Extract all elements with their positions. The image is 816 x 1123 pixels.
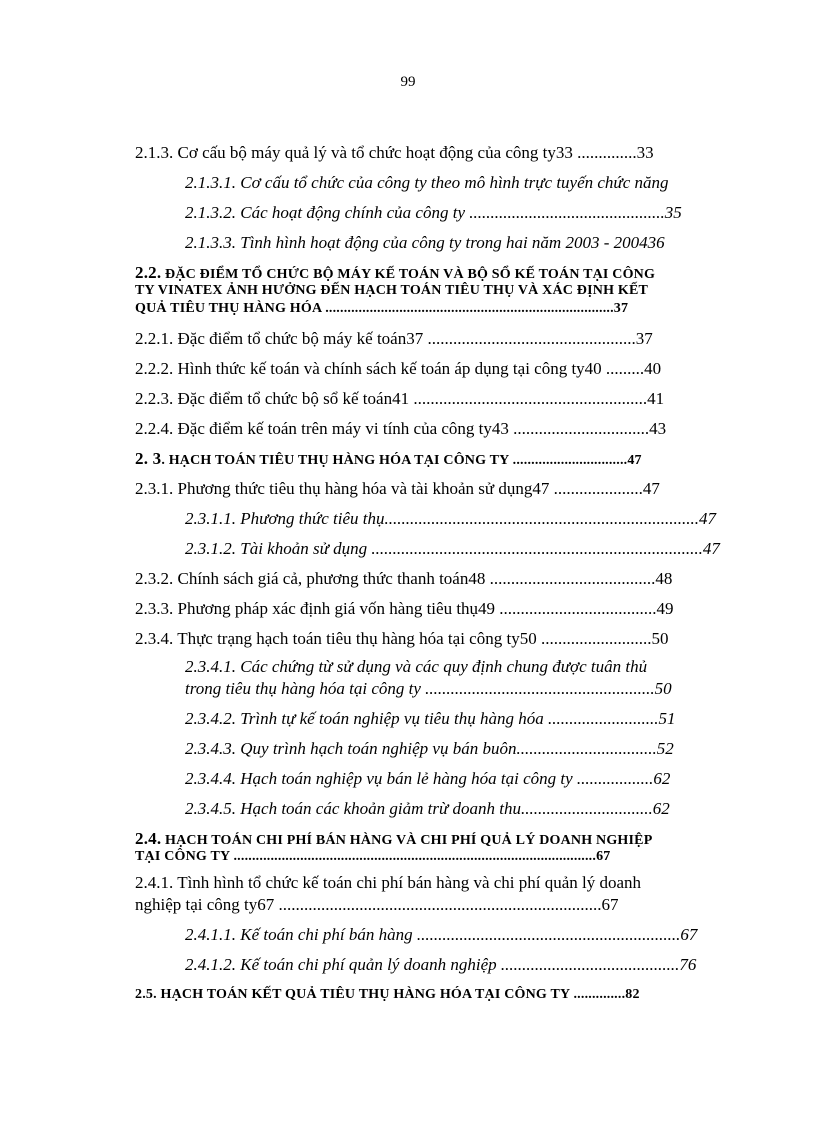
toc-entry[interactable]: 2.1.3.2. Các hoạt động chính của công ty ..............................................35	[185, 203, 682, 222]
toc-entry[interactable]: 2.3.1.2. Tài khoản sử dụng ..............................................................................47	[185, 539, 720, 558]
toc-entry[interactable]: 2.2.4. Đặc điểm kế toán trên máy vi tính của công ty43 ................................43	[135, 419, 667, 438]
toc-entry[interactable]: 2.3.2. Chính sách giá cả, phương thức thanh toán48 .......................................48	[135, 569, 673, 588]
toc-entry[interactable]: 2.3.4.1. Các chứng từ sử dụng và các quy định chung được tuân thủ	[185, 657, 648, 676]
toc-entry[interactable]: 2.3.1. Phương thức tiêu thụ hàng hóa và tài khoản sử dụng47 .....................47	[135, 479, 660, 498]
toc-entry[interactable]: 2.3.4.3. Quy trình hạch toán nghiệp vụ bán buôn.................................52	[185, 739, 674, 758]
section-title: HẠCH TOÁN CHI PHÍ BÁN HÀNG VÀ CHI PHÍ QUẢ LÝ DOANH NGHIỆP	[161, 833, 653, 848]
toc-entry[interactable]: 2.3.4.4. Hạch toán nghiệp vụ bán lẻ hàng hóa tại công ty ..................62	[185, 769, 671, 788]
toc-entry[interactable]: 2.3.4. Thực trạng hạch toán tiêu thụ hàng hóa tại công ty50 ..........................50	[135, 629, 669, 648]
toc-entry[interactable]: 2.1.3.1. Cơ cấu tổ chức của công ty theo mô hình trực tuyến chức năng	[185, 173, 669, 192]
toc-section-heading-cont[interactable]: QUẢ TIÊU THỤ HÀNG HÓA ..............................................................................37	[135, 301, 629, 316]
toc-section-heading[interactable]	[135, 448, 730, 472]
toc-entry[interactable]: 2.1.3. Cơ cấu bộ máy quả lý và tổ chức hoạt động của công ty33 ..............33	[135, 143, 654, 162]
toc-entry-cont[interactable]: nghiệp tại công ty67 ............................................................................67	[135, 895, 619, 914]
page-number: 99	[400, 74, 416, 90]
toc-entry[interactable]: 2.3.4.2. Trình tự kế toán nghiệp vụ tiêu thụ hàng hóa ..........................51	[185, 709, 676, 728]
toc-entry[interactable]: 2.4.1. Tình hình tổ chức kế toán chi phí bán hàng và chi phí quản lý doanh	[135, 873, 642, 892]
toc-entry[interactable]: 2.3.4.5. Hạch toán các khoản giảm trừ doanh thu...............................62	[185, 799, 670, 818]
toc-entry[interactable]: 2.2.2. Hình thức kế toán và chính sách kế toán áp dụng tại công ty40 .........40	[135, 359, 662, 378]
section-number: 2.2.	[135, 263, 162, 282]
toc-entry[interactable]: 2.2.3. Đặc điểm tổ chức bộ sổ kế toán41 .......................................................41	[135, 389, 665, 408]
toc-section-heading[interactable]: 2.5. HẠCH TOÁN KẾT QUẢ TIÊU THỤ HÀNG HÓA TẠI CÔNG TY ..............82	[135, 987, 640, 1002]
toc-entry[interactable]: 2.2.1. Đặc điểm tổ chức bộ máy kế toán37 .................................................37	[135, 329, 653, 348]
toc-entry[interactable]: 2.3.1.1. Phương thức tiêu thụ..........................................................................47	[185, 509, 716, 528]
section-number: 2.4.	[135, 829, 162, 848]
toc-entry[interactable]: 2.4.1.1. Kế toán chi phí bán hàng ..............................................................67	[185, 925, 698, 944]
section-title: . HẠCH TOÁN TIÊU THỤ HÀNG HÓA TẠI CÔNG TY ...............................47	[161, 453, 642, 468]
toc-entry-cont[interactable]: trong tiêu thụ hàng hóa tại công ty ......................................................50	[185, 679, 672, 698]
toc-section-heading-cont[interactable]: TẠI CÔNG TY ..................................................................................................67	[135, 849, 611, 864]
toc-entry[interactable]: 2.1.3.3. Tình hình hoạt động của công ty trong hai năm 2003 - 200436	[185, 233, 665, 252]
toc-entry[interactable]: 2.4.1.2. Kế toán chi phí quản lý doanh nghiệp ..........................................76	[185, 955, 697, 974]
toc-entry[interactable]: 2.3.3. Phương pháp xác định giá vốn hàng tiêu thụ49 .....................................49	[135, 599, 674, 618]
toc-section-heading-cont[interactable]: TY VINATEX ẢNH HƯỞNG ĐẾN HẠCH TOÁN TIÊU THỤ VÀ XÁC ĐỊNH KẾT	[135, 283, 649, 298]
section-title: ĐẶC ĐIỂM TỔ CHỨC BỘ MÁY KẾ TOÁN VÀ BỘ SỔ KẾ TOÁN TẠI CÔNG	[161, 267, 656, 282]
section-number: 2. 3	[135, 449, 162, 468]
